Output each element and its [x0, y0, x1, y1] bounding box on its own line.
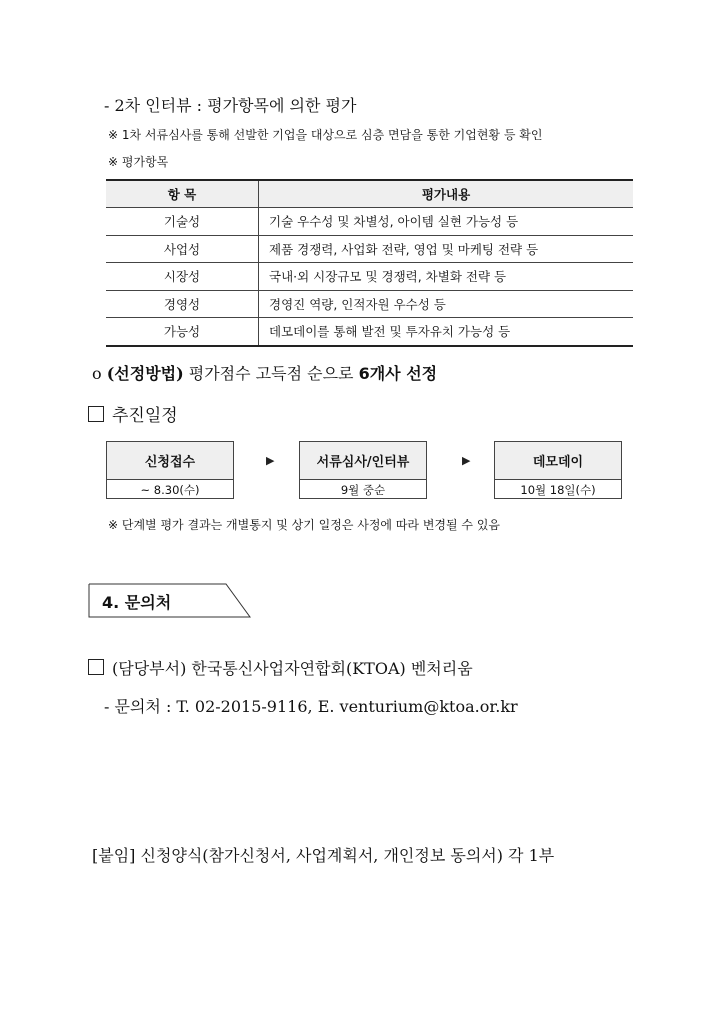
table-cell: 사업성 [106, 235, 259, 263]
step-title: 서류심사/인터뷰 [300, 442, 426, 480]
table-cell: 제품 경쟁력, 사업화 전략, 영업 및 마케팅 전략 등 [259, 235, 634, 263]
header-item: 항 목 [106, 180, 259, 208]
step-title: 신청접수 [107, 442, 233, 480]
schedule-heading-text: 추진일정 [112, 406, 178, 426]
table-cell: 시장성 [106, 263, 259, 291]
selection-emphasis: 6개사 선정 [358, 364, 438, 383]
interview-line: - 2차 인터뷰 : 평가항목에 의한 평가 [104, 96, 357, 115]
table-row [106, 263, 633, 291]
table-cell: 기술 우수성 및 차별성, 아이템 실현 가능성 등 [259, 208, 634, 236]
step-title: 데모데이 [495, 442, 621, 480]
section-4-tab [88, 583, 251, 618]
step-application [106, 441, 234, 499]
table-cell: 경영진 역량, 인적자원 우수성 등 [259, 290, 634, 318]
step-date: 10월 18일(수) [520, 483, 596, 497]
selection-method [92, 361, 437, 384]
attachment-line: [붙임] 신청양식(참가신청서, 사업계획서, 개인정보 동의서) 각 1부 [92, 846, 555, 865]
evaluation-table [106, 179, 633, 347]
header-content: 평가내용 [259, 180, 634, 208]
table-header-row [106, 180, 633, 208]
items-note: ※ 평가항목 [108, 155, 169, 169]
interview-note: ※ 1차 서류심사를 통해 선발한 기업을 대상으로 심층 면담을 통한 기업현황 등 확인 [108, 128, 543, 142]
table-row [106, 318, 633, 346]
contact-line: - 문의처 : T. 02-2015-9116, E. venturium@ktoa.or.kr [104, 697, 518, 716]
table-cell: 가능성 [106, 318, 259, 346]
step-demoday [494, 441, 622, 499]
arrow-right-icon: ▶ [462, 454, 471, 467]
table-cell: 경영성 [106, 290, 259, 318]
checkbox-square-icon [88, 659, 104, 675]
table-row [106, 235, 633, 263]
step-date: ~ 8.30(수) [140, 483, 200, 497]
checkbox-square-icon [88, 406, 104, 422]
arrow-right-icon: ▶ [266, 454, 275, 467]
table-row [106, 208, 633, 236]
table-cell: 데모데이를 통해 발전 및 투자유치 가능성 등 [259, 318, 634, 346]
selection-text: 평가점수 고득점 순으로 [183, 364, 359, 383]
table-cell: 국내·외 시장규모 및 경쟁력, 차별화 전략 등 [259, 263, 634, 291]
schedule-note: ※ 단계별 평가 결과는 개별통지 및 상기 일정은 사정에 따라 변경될 수 있음 [108, 518, 500, 532]
department-line [88, 656, 473, 679]
step-date: 9월 중순 [340, 483, 386, 497]
department-text: (담당부서) 한국통신사업자연합회(KTOA) 벤처리움 [112, 659, 473, 678]
schedule-heading [88, 401, 178, 426]
table-row [106, 290, 633, 318]
selection-label: (선정방법) [106, 364, 184, 383]
step-review-interview [299, 441, 427, 499]
selection-prefix: o [92, 364, 107, 383]
table-cell: 기술성 [106, 208, 259, 236]
section-4-label: 4. 문의처 [102, 593, 172, 612]
